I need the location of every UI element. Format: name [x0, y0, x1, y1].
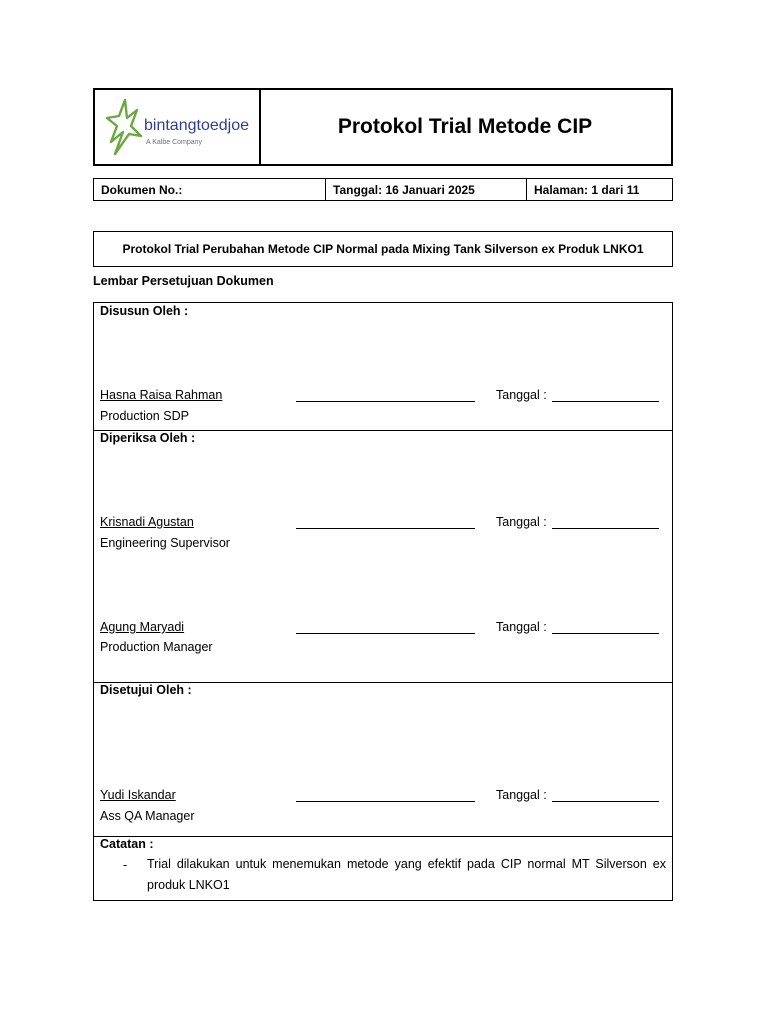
page-title: Protokol Trial Metode CIP: [337, 115, 593, 138]
date-label: Tanggal :: [496, 515, 547, 529]
notes-label: Catatan :: [100, 837, 154, 851]
signer-name: Hasna Raisa Rahman: [100, 388, 223, 402]
logo-star-icon: [103, 96, 147, 158]
title-cell: [259, 90, 671, 164]
date-line: [552, 401, 659, 402]
date-label: Tanggal :: [496, 388, 547, 402]
approval-sheet-heading: Lembar Persetujuan Dokumen: [93, 274, 274, 288]
signer-name: Krisnadi Agustan: [100, 515, 194, 529]
page-count-cell: Halaman: 1 dari 11: [534, 183, 640, 197]
date-line: [552, 633, 659, 634]
approval-table: [93, 302, 673, 901]
signer-role: Production SDP: [100, 409, 189, 423]
logo-wordmark: bintangtoedjoe: [144, 117, 249, 134]
approved-by-label: Disetujui Oleh :: [100, 683, 192, 697]
note-bullet: -: [123, 858, 128, 872]
date-line: [552, 801, 659, 802]
date-line: [552, 528, 659, 529]
date-label: Tanggal :: [496, 620, 547, 634]
document-subject: Protokol Trial Perubahan Metode CIP Normal pada Mixing Tank Silverson ex Produk LNKO1: [93, 231, 673, 267]
prepared-by-label: Disusun Oleh :: [100, 304, 189, 318]
signature-line: [296, 528, 475, 529]
signer-role: Engineering Supervisor: [100, 536, 230, 550]
signer-name: Yudi Iskandar: [100, 788, 176, 802]
document-date-cell: Tanggal: 16 Januari 2025: [326, 179, 527, 200]
document-meta-row: [93, 178, 673, 201]
signature-line: [296, 401, 475, 402]
document-header: [93, 88, 673, 166]
signature-line: [296, 633, 475, 634]
signer-role: Ass QA Manager: [100, 809, 195, 823]
document-number-cell: Dokumen No.:: [94, 179, 326, 200]
logo-tagline: A Kalbe Company: [146, 139, 203, 146]
signature-line: [296, 801, 475, 802]
company-logo: [95, 90, 261, 164]
signer-name: Agung Maryadi: [100, 620, 185, 634]
checked-by-label: Diperiksa Oleh :: [100, 431, 196, 445]
date-label: Tanggal :: [496, 788, 547, 802]
note-item: Trial dilakukan untuk menemukan metode yang efektif pada CIP normal MT Silverson ex produk LNKO1: [147, 857, 666, 892]
section-divider: [94, 836, 672, 837]
signer-role: Production Manager: [100, 640, 213, 654]
